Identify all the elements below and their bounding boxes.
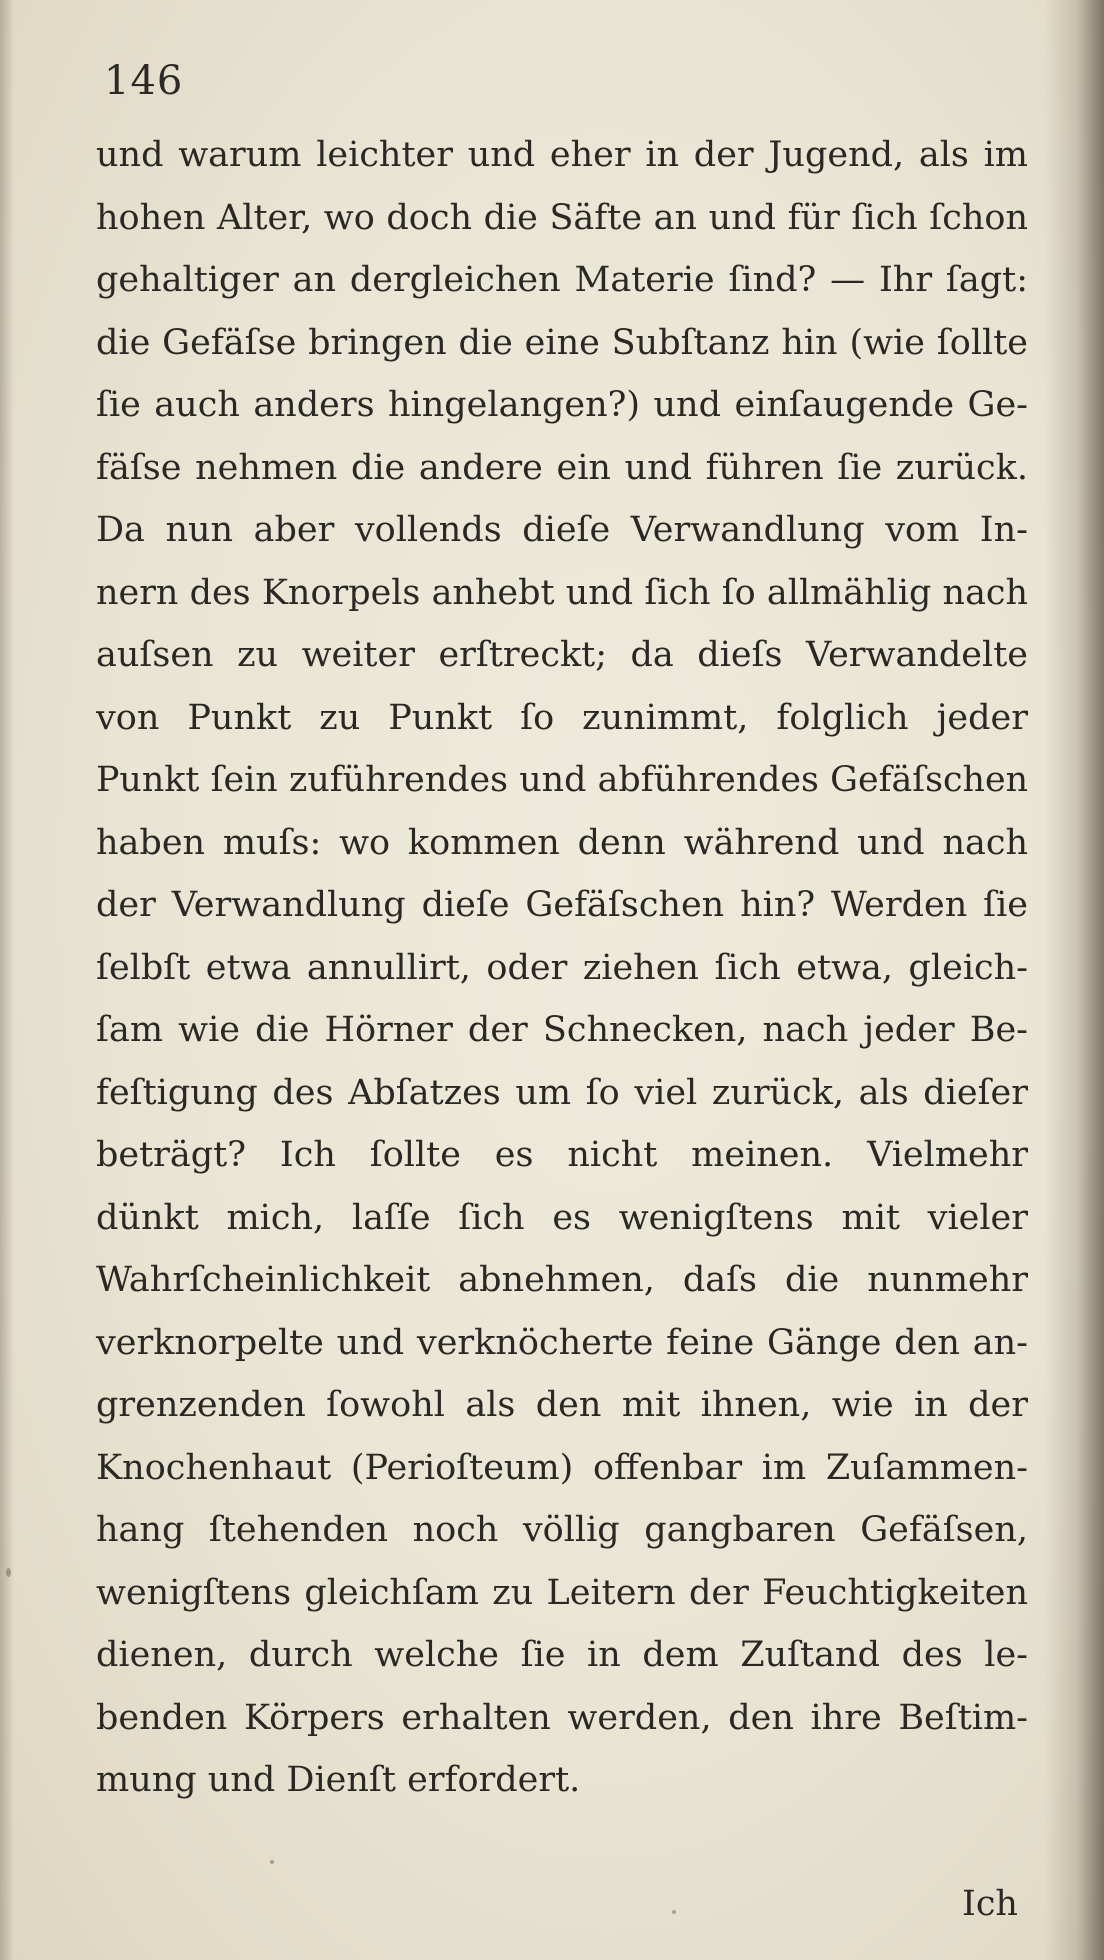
body-text bbox=[96, 124, 1028, 1812]
text-line: beträgt? Ich ſollte es nicht meinen. Vielmehr bbox=[96, 1135, 1028, 1175]
text-line: dünkt mich, laſſe ſich es wenigſtens mit vieler bbox=[96, 1197, 1028, 1238]
text-line: Knochenhaut (Perioſteum) offenbar im Zuſammen- bbox=[96, 1447, 1028, 1488]
text-line: feſtigung des Abſatzes um ſo viel zurück, als dieſer bbox=[96, 1072, 1028, 1113]
text-line: gehaltiger an dergleichen Materie ſind? — Ihr ſagt: bbox=[96, 260, 1028, 300]
text-line: grenzenden ſowohl als den mit ihnen, wie in der bbox=[96, 1385, 1028, 1425]
text-line: ſam wie die Hörner der Schnecken, nach jeder Be- bbox=[96, 1010, 1028, 1050]
text-line: fäſse nehmen die andere ein und führen ſie zurück. bbox=[96, 447, 1028, 488]
text-line: benden Körpers erhalten werden, den ihre Beſtim- bbox=[96, 1697, 1028, 1738]
text-line: hohen Alter, wo doch die Säfte an und für ſich ſchon bbox=[96, 197, 1028, 238]
text-line: wenigſtens gleichſam zu Leitern der Feuchtigkeiten bbox=[96, 1572, 1028, 1613]
text-line: dienen, durch welche ſie in dem Zuſtand des le- bbox=[96, 1635, 1028, 1675]
text-line: und warum leichter und eher in der Jugend, als im bbox=[96, 135, 1028, 175]
text-line: nern des Knorpels anhebt und ſich ſo allmählig nach bbox=[96, 572, 1028, 613]
catchword: Ich bbox=[962, 1884, 1018, 1924]
text-line: Da nun aber vollends dieſe Verwandlung vom In- bbox=[96, 510, 1028, 550]
text-line: auſsen zu weiter erſtreckt; da dieſs Verwandelte bbox=[96, 635, 1028, 675]
ink-speck bbox=[672, 1910, 676, 1914]
text-line: hang ſtehenden noch völlig gangbaren Gefäſsen, bbox=[96, 1510, 1028, 1550]
text-line: Wahrſcheinlichkeit abnehmen, daſs die nunmehr bbox=[96, 1260, 1028, 1300]
page-edge-shadow bbox=[1044, 0, 1104, 1960]
text-line: von Punkt zu Punkt ſo zunimmt, folglich jeder bbox=[96, 697, 1028, 738]
text-line: ſelbſt etwa annullirt, oder ziehen ſich etwa, gleich- bbox=[96, 947, 1028, 988]
text-line: der Verwandlung dieſe Gefäſschen hin? Werden ſie bbox=[96, 885, 1028, 925]
text-line: ſie auch anders hingelangen?) und einſaugende Ge- bbox=[96, 385, 1028, 425]
text-line: Punkt ſein zuführendes und abführendes Gefäſschen bbox=[96, 760, 1028, 800]
text-line: die Gefäſse bringen die eine Subſtanz hin (wie ſollte bbox=[96, 322, 1028, 363]
text-line-last: mung und Dienſt erfordert. bbox=[96, 1760, 581, 1800]
text-line: verknorpelte und verknöcherte feine Gänge den an- bbox=[96, 1322, 1028, 1363]
page-gutter-shadow bbox=[0, 0, 14, 1960]
ink-speck bbox=[6, 1568, 11, 1577]
ink-speck bbox=[270, 1860, 274, 1864]
page-number: 146 bbox=[104, 58, 184, 104]
text-line: haben muſs: wo kommen denn während und nach bbox=[96, 822, 1028, 863]
